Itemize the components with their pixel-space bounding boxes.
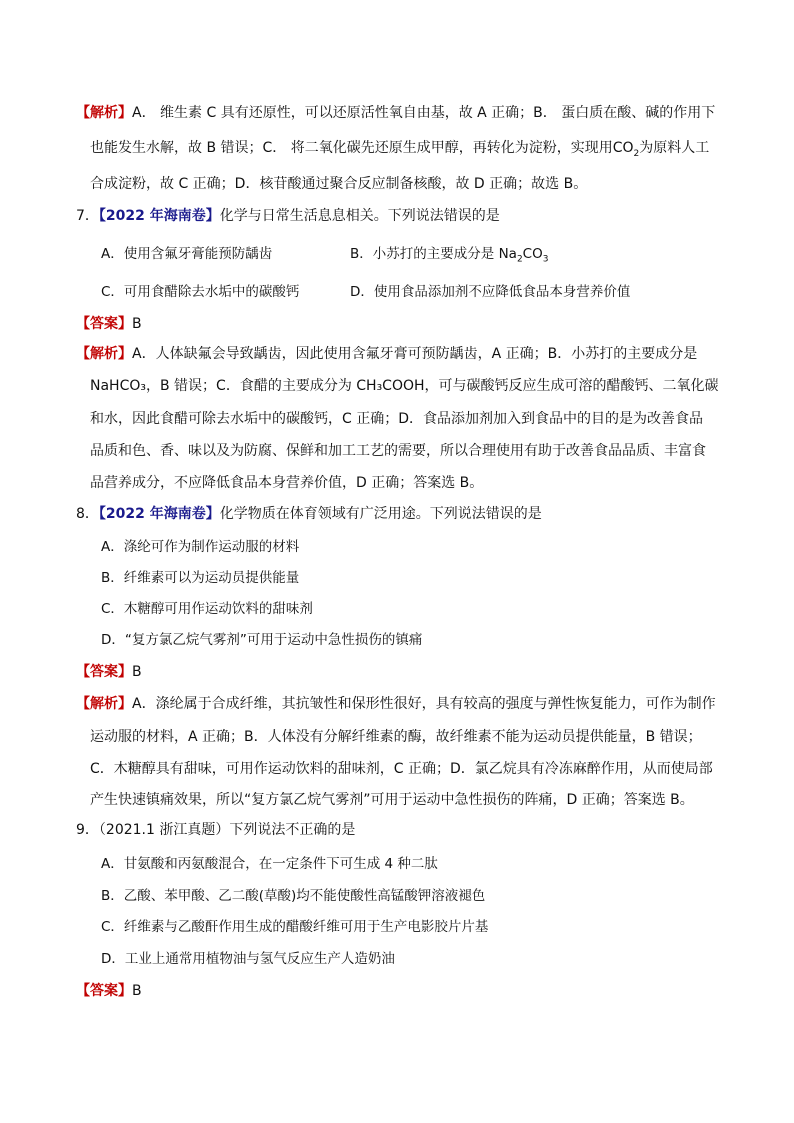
prev-analysis-line-1: 【解析】A． 维生素 C 具有还原性，可以还原活性氧自由基，故 A 正确；B． 蛋白质在酸、碱的作用下	[76, 105, 716, 121]
q9-answer: 【答案】B	[76, 983, 142, 999]
q9-option-b: B．乙酸、苯甲酸、乙二酸(草酸)均不能使酸性高锰酸钾溶液褪色	[101, 888, 486, 904]
q8-analysis-line-2: 运动服的材料，A 正确；B．人体没有分解纤维素的酶，故纤维素不能为运动员提供能量，B 错误；	[90, 729, 702, 745]
q8-analysis-line-3: C．木糖醇具有甜味，可用作运动饮料的甜味剂，C 正确；D．氯乙烷具有冷冻麻醉作用，从而使局部	[90, 761, 713, 777]
prev-analysis-line-2: 也能发生水解，故 B 错误；C． 将二氧化碳先还原生成甲醇，再转化为淀粉，实现用$CO_2$为原料人工	[90, 140, 710, 159]
prev-analysis-line-3: 合成淀粉，故 C 正确；D．核苷酸通过聚合反应制备核酸，故 D 正确；故选 B。	[90, 176, 588, 192]
q8-stem: 8．【2022 年海南卷】化学物质在体育领域有广泛用途。下列说法错误的是	[76, 506, 542, 522]
q9-stem: 9．（2021.1 浙江真题）下列说法不正确的是	[76, 822, 356, 838]
q9-option-c: C．纤维素与乙酸酐作用生成的醋酸纤维可用于生产电影胶片片基	[101, 919, 489, 935]
q7-option-b: B．小苏打的主要成分是 $Na_2CO_3$	[350, 246, 549, 265]
q8-option-b: B．纤维素可以为运动员提供能量	[101, 570, 300, 586]
analysis-tag: 【解析】	[76, 105, 132, 121]
q7-analysis-line-4: 品质和色、香、味以及为防腐、保鲜和加工工艺的需要，所以合理使用有助于改善食品品质、丰富食	[90, 443, 706, 459]
q7-analysis-line-2: NaHCO₃，B 错误；C．食醋的主要成分为 CH₃COOH，可与碳酸钙反应生成可溶的醋酸钙、二氧化碳	[90, 378, 719, 394]
co2-formula: $CO_2$	[612, 140, 640, 159]
q8-option-d: D．“复方氯乙烷气雾剂”可用于运动中急性损伤的镇痛	[101, 632, 423, 648]
q7-answer: 【答案】B	[76, 316, 142, 332]
q9-option-d: D．工业上通常用植物油与氢气反应生产人造奶油	[101, 951, 395, 967]
q7-source: 【2022 年海南卷】	[98, 208, 220, 224]
q7-option-c: C．可用食醋除去水垢中的碳酸钙	[101, 284, 300, 300]
q7-option-a: A．使用含氟牙膏能预防龋齿	[101, 246, 273, 262]
q7-analysis-line-5: 品营养成分，不应降低食品本身营养价值，D 正确；答案选 B。	[90, 475, 484, 491]
q7-analysis-line-1: 【解析】A．人体缺氟会导致龋齿，因此使用含氟牙膏可预防龋齿，A 正确；B．小苏打的主要成分是	[76, 346, 698, 362]
q8-option-c: C．木糖醇可用作运动饮料的甜味剂	[101, 601, 313, 617]
q8-analysis-line-1: 【解析】A．涤纶属于合成纤维，其抗皱性和保形性很好，具有较高的强度与弹性恢复能力，可作为制作	[76, 696, 716, 712]
q7-option-d: D．使用食品添加剂不应降低食品本身营养价值	[350, 284, 631, 300]
q7-analysis-line-3: 和水，因此食醋可除去水垢中的碳酸钙，C 正确；D．食品添加剂加入到食品中的目的是为改善食品	[90, 411, 704, 427]
q8-option-a: A．涤纶可作为制作运动服的材料	[101, 539, 300, 555]
q9-source: （2021.1 浙江真题）	[98, 822, 230, 838]
q8-source: 【2022 年海南卷】	[98, 506, 220, 522]
q8-answer: 【答案】B	[76, 664, 142, 680]
q8-analysis-line-4: 产生快速镇痛效果，所以“复方氯乙烷气雾剂”可用于运动中急性损伤的阵痛，D 正确；答案选 B。	[90, 792, 694, 808]
q7-stem: 7．【2022 年海南卷】化学与日常生活息息相关。下列说法错误的是	[76, 208, 500, 224]
q9-option-a: A．甘氨酸和丙氨酸混合，在一定条件下可生成 4 种二肽	[101, 856, 438, 872]
